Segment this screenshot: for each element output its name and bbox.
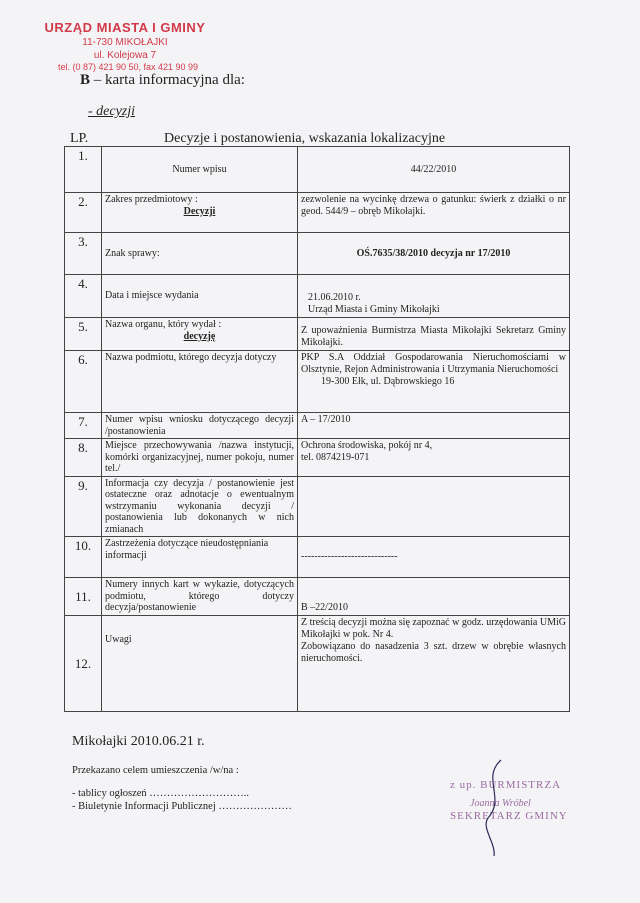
row-label-subject: decyzję (183, 330, 216, 342)
handwritten-signature-icon (476, 758, 516, 858)
card-letter: B (80, 72, 91, 88)
row-label: Informacja czy decyzja / postanowienie jest ostateczne oraz adnotacje o ewentualnym wstrzymaniu wykonania decyzji / postanowienia lub dokonanych w nich zmianach (102, 476, 298, 537)
row-label: Data i miejsce wydania (102, 275, 298, 318)
notice-board-line: - tablicy ogłoszeń ……………………….. (72, 788, 250, 799)
entity-address: 19-300 Ełk, ul. Dąbrowskiego 16 (321, 376, 455, 387)
office-stamp-name: URZĄD MIASTA I GMINY (44, 20, 206, 35)
row-label: Numer wpisu (102, 147, 298, 193)
remarks-line: Zobowiązano do nasadzenia 3 szt. drzew w obrębie własnych nieruchomości. (301, 641, 566, 664)
signature-stamp-line1: z up. BURMISTRZA (450, 779, 562, 791)
row-number: 11. (65, 578, 102, 616)
row-number: 4. (65, 275, 102, 318)
row-value (298, 616, 570, 712)
row-number: 12. (65, 616, 102, 712)
row-value (298, 351, 570, 413)
table-row (65, 318, 570, 351)
card-subheading: - decyzji (88, 104, 136, 119)
signature-stamp-line3: SEKRETARZ GMINY (450, 810, 568, 822)
entity-name: PKP S.A Oddział Gospodarowania Nieruchomościami w Olsztynie, Rejon Administrowania i Utrzymania Nieruchomości (301, 352, 566, 375)
row-label: Zastrzeżenia dotyczące nieudostępniania informacji (102, 537, 298, 578)
row-number: 7. (65, 413, 102, 439)
row-number: 8. (65, 439, 102, 477)
table-row (65, 476, 570, 537)
card-heading-text: – karta informacyjna dla: (93, 72, 245, 88)
row-number: 9. (65, 476, 102, 537)
storage-phone: tel. 0874219-071 (301, 452, 370, 463)
card-heading (80, 72, 245, 89)
row-value (298, 439, 570, 477)
transfer-intro: Przekazano celem umieszczenia /w/na : (72, 765, 239, 776)
row-label: Nazwa podmiotu, którego decyzja dotyczy (102, 351, 298, 413)
bip-line: - Biuletynie Informacji Publicznej ………………… (72, 801, 292, 812)
table-row (65, 537, 570, 578)
row-number: 1. (65, 147, 102, 193)
row-number: 2. (65, 193, 102, 233)
table-row (65, 351, 570, 413)
lp-header: LP. (70, 131, 89, 146)
row-label: Numer wpisu wniosku dotyczącego decyzji /postanowienia (102, 413, 298, 439)
row-value: A – 17/2010 (298, 413, 570, 439)
table-title: Decyzje i postanowienia, wskazania lokalizacyjne (164, 131, 446, 146)
row-value: OŚ.7635/38/2010 decyzja nr 17/2010 (298, 233, 570, 275)
table-row (65, 193, 570, 233)
row-value: ----------------------------- (298, 537, 570, 578)
row-label (102, 318, 298, 351)
row-label: Miejsce przechowywania /nazwa instytucji, komórki organizacyjnej, numer pokoju, numer tel./ (102, 439, 298, 477)
table-row (65, 275, 570, 318)
table-row (65, 147, 570, 193)
issue-date: 21.06.2010 r. (308, 292, 361, 303)
row-value: B –22/2010 (298, 578, 570, 616)
table-row (65, 616, 570, 712)
row-label-line: Zakres przedmiotowy : (105, 194, 198, 205)
info-table (64, 146, 570, 712)
document-date: Mikołajki 2010.06.21 r. (72, 734, 205, 749)
row-value: Z upoważnienia Burmistrza Miasta Mikołajki Sekretarz Gminy Mikołajki. (298, 318, 570, 351)
row-number: 6. (65, 351, 102, 413)
signature-name: Joanna Wróbel (470, 798, 531, 809)
remarks-line: Z treścią decyzji można się zapoznać w godz. urzędowania UMiG Mikołajki w pok. Nr 4. (301, 617, 566, 640)
row-label: Znak sprawy: (102, 233, 298, 275)
office-stamp-street: ul. Kolejowa 7 (93, 50, 157, 61)
row-number: 3. (65, 233, 102, 275)
row-value (298, 275, 570, 318)
table-row (65, 578, 570, 616)
row-label: Numery innych kart w wykazie, dotyczących podmiotu, którego dotyczy decyzja/postanowienie (102, 578, 298, 616)
row-value (298, 476, 570, 537)
office-stamp-phone: tel. (0 87) 421 90 50, fax 421 90 99 (57, 62, 199, 72)
row-number: 10. (65, 537, 102, 578)
row-value: 44/22/2010 (298, 147, 570, 193)
storage-place: Ochrona środowiska, pokój nr 4, (301, 440, 433, 451)
row-value: zezwolenie na wycinkę drzewa o gatunku: świerk z działki o nr geod. 544/9 – obręb Mikołajki. (298, 193, 570, 233)
row-label-line: Nazwa organu, który wydał : (105, 319, 222, 330)
row-label: Uwagi (102, 616, 298, 712)
table-row (65, 439, 570, 477)
row-label (102, 193, 298, 233)
table-row (65, 413, 570, 439)
table-row (65, 233, 570, 275)
row-label-subject: Decyzji (183, 205, 216, 217)
issue-place: Urząd Miasta i Gminy Mikołajki (308, 304, 440, 315)
office-stamp-city: 11-730 MIKOŁAJKI (82, 37, 168, 48)
row-number: 5. (65, 318, 102, 351)
